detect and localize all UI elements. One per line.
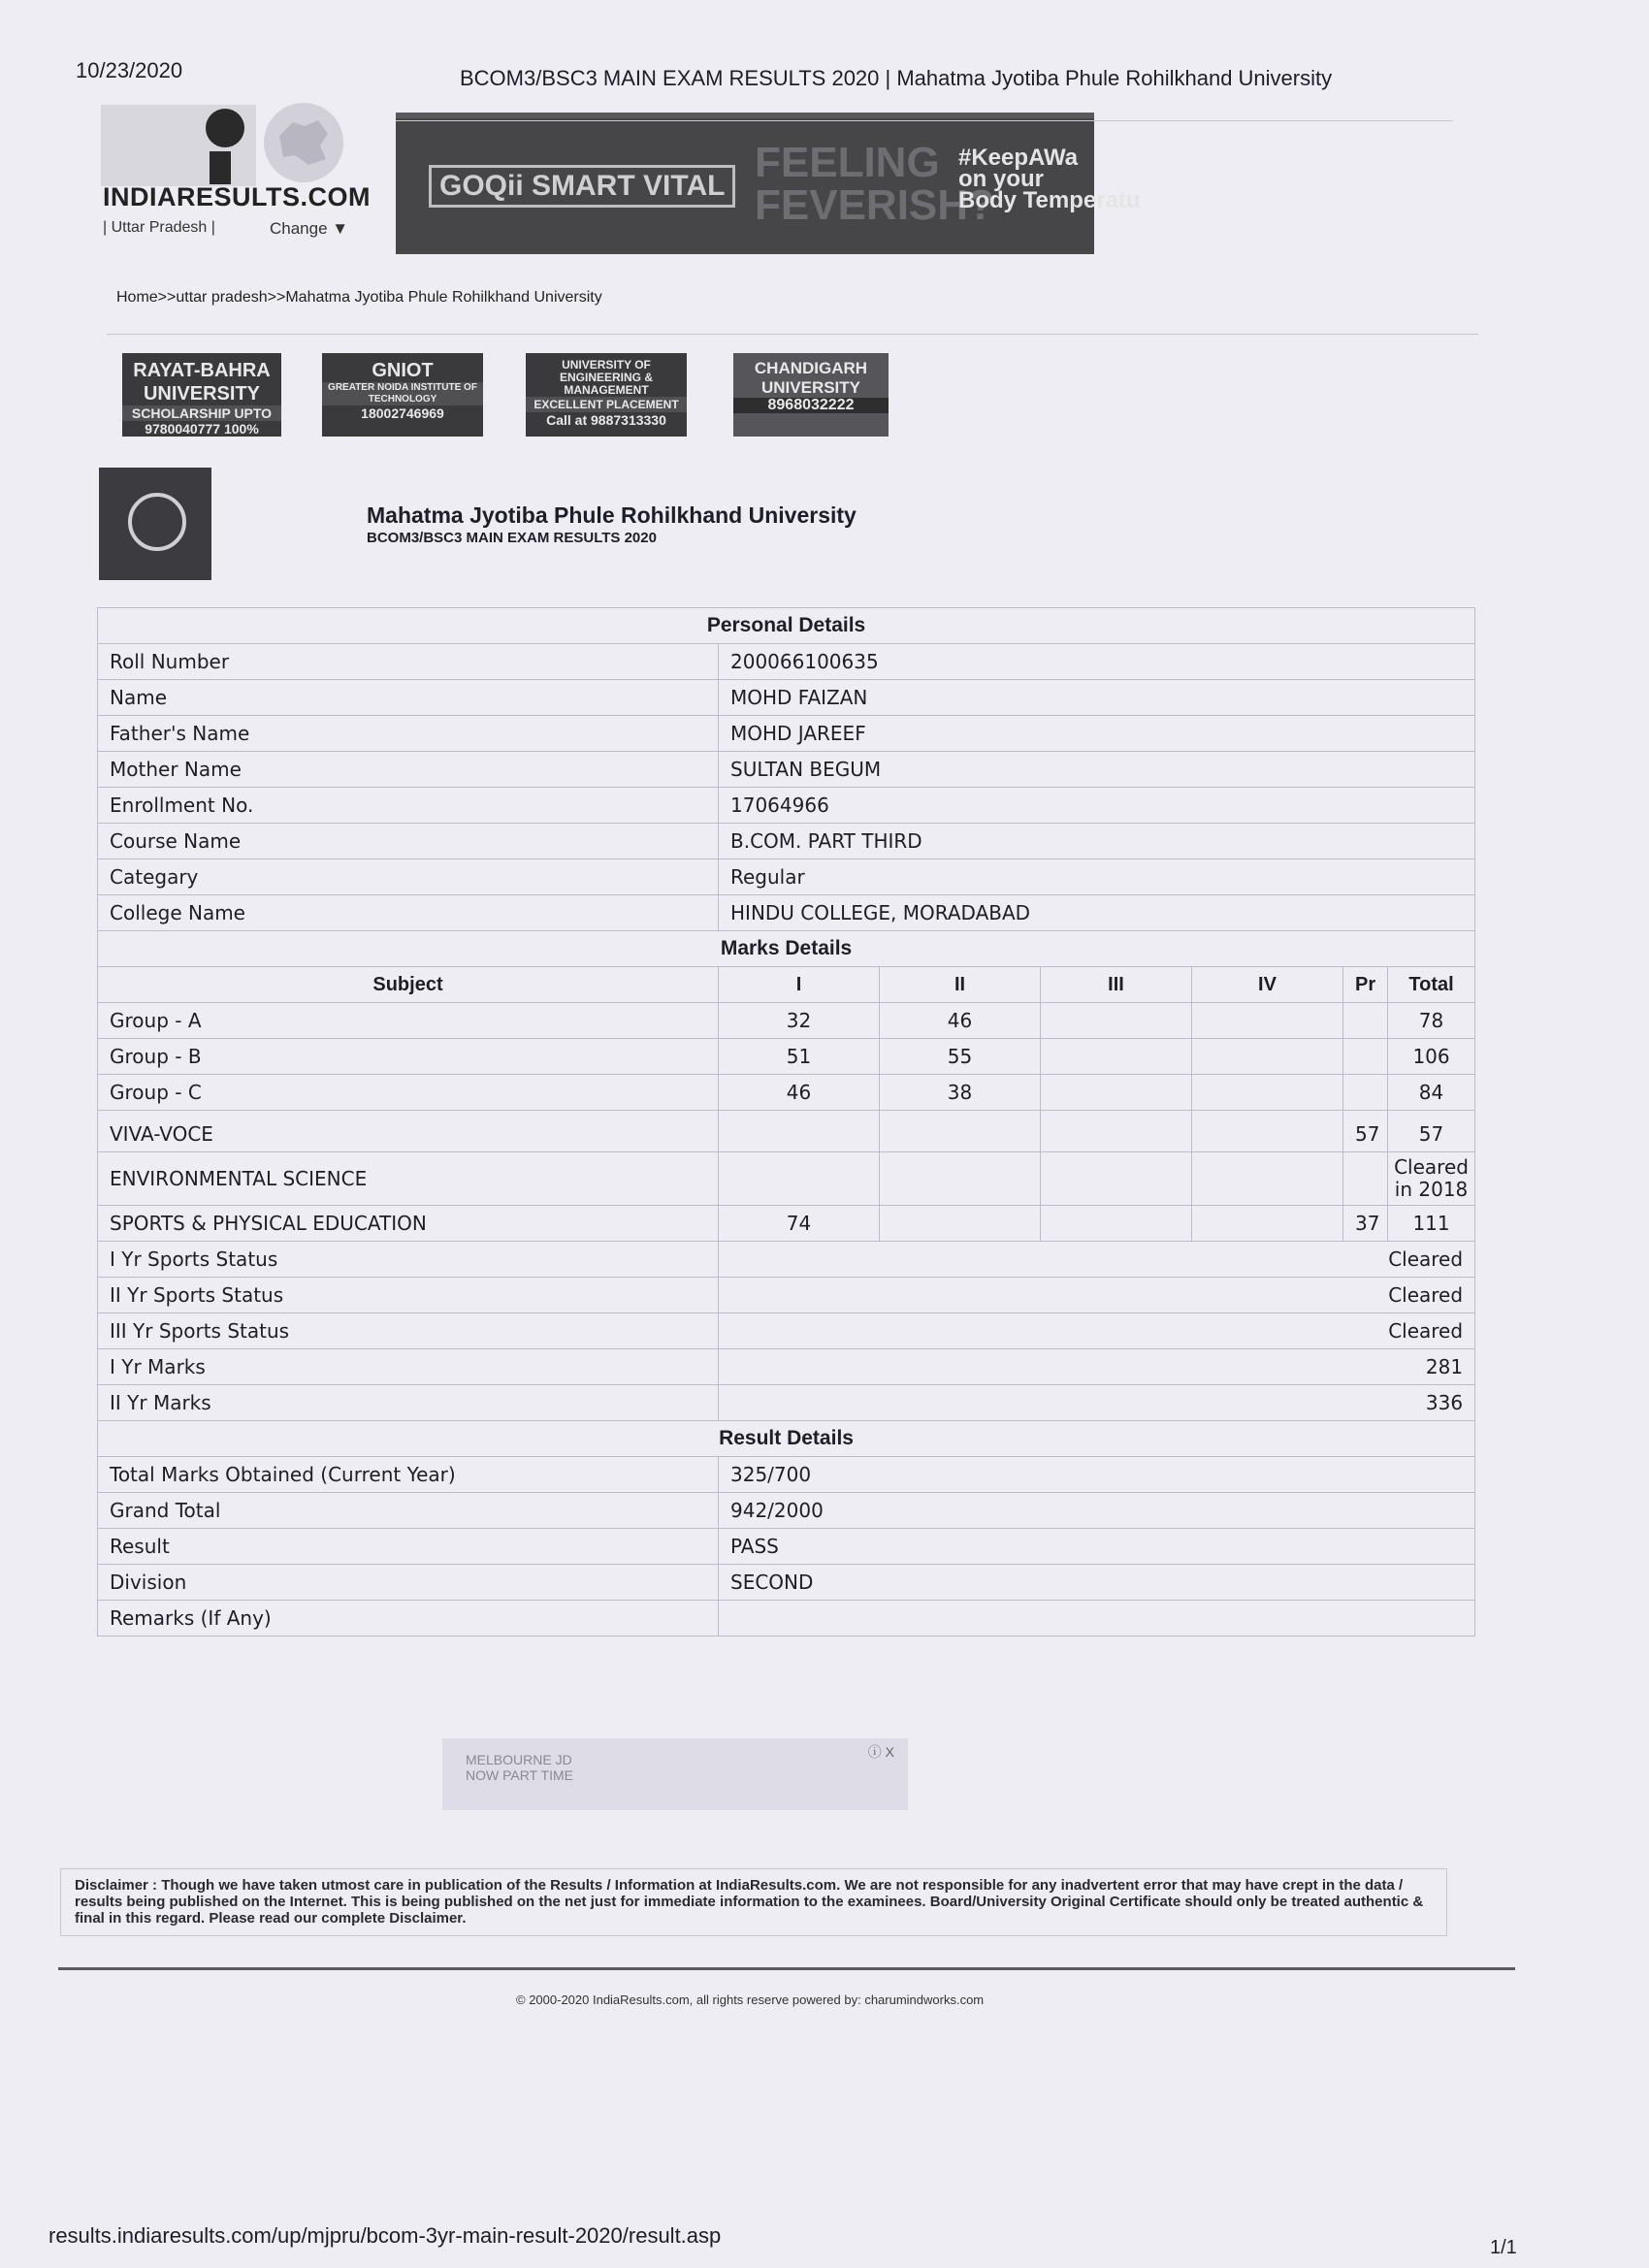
- division-value: SECOND: [719, 1565, 1475, 1601]
- mother-name-value: SULTAN BEGUM: [719, 752, 1475, 788]
- marks-details-heading-row: [98, 931, 1475, 967]
- status-label: III Yr Sports Status: [98, 1313, 719, 1349]
- print-date: 10/23/2020: [76, 58, 183, 82]
- status-value: Cleared: [719, 1278, 1475, 1313]
- marks-cell: [1192, 1075, 1343, 1111]
- result-label: Result: [98, 1529, 719, 1565]
- marks-cell: [1192, 1003, 1343, 1039]
- table-row: [98, 1529, 1475, 1565]
- marks-cell: [1343, 1152, 1388, 1206]
- print-title: BCOM3/BSC3 MAIN EXAM RESULTS 2020 | Mahatma Jyotiba Phule Rohilkhand University: [460, 66, 1333, 90]
- field-label: Name: [98, 680, 719, 716]
- sponsor-ad-rayat-bahra[interactable]: [122, 353, 281, 437]
- college-name-value: HINDU COLLEGE, MORADABAD: [719, 895, 1475, 931]
- marks-cell: 57: [1343, 1111, 1388, 1152]
- marks-cell: 51: [719, 1039, 880, 1075]
- status-value: Cleared: [719, 1313, 1475, 1349]
- table-row: [98, 1493, 1475, 1529]
- marks-header-row: [98, 967, 1475, 1003]
- field-label: Course Name: [98, 824, 719, 859]
- marks-cell: 32: [719, 1003, 880, 1039]
- field-label: College Name: [98, 895, 719, 931]
- table-row: [98, 895, 1475, 931]
- banner-feeling-text: FEELING FEVERISH?: [755, 139, 994, 229]
- sponsor-ad-uem[interactable]: [526, 353, 687, 437]
- marks-cell: [1041, 1039, 1192, 1075]
- table-row: [98, 1152, 1475, 1206]
- ad-close-icon[interactable]: ⓘ X: [867, 1744, 894, 1760]
- subject-name: Group - A: [98, 1003, 719, 1039]
- marks-cell: 38: [880, 1075, 1041, 1111]
- personal-details-heading: Personal Details: [98, 608, 1475, 644]
- status-value: 281: [719, 1349, 1475, 1385]
- breadcrumb[interactable]: Home>>uttar pradesh>>Mahatma Jyotiba Phule Rohilkhand University: [116, 289, 602, 306]
- marks-cell: [719, 1111, 880, 1152]
- column-header: Pr: [1343, 967, 1388, 1003]
- subject-name: SPORTS & PHYSICAL EDUCATION: [98, 1206, 719, 1242]
- marks-cell: [1041, 1075, 1192, 1111]
- result-label: Grand Total: [98, 1493, 719, 1529]
- subject-name: Group - B: [98, 1039, 719, 1075]
- name-value: MOHD FAIZAN: [719, 680, 1475, 716]
- marks-cell: [1343, 1039, 1388, 1075]
- marks-cell: [880, 1206, 1041, 1242]
- field-label: Father's Name: [98, 716, 719, 752]
- result-label: Total Marks Obtained (Current Year): [98, 1457, 719, 1493]
- total-cell: 57: [1388, 1111, 1475, 1152]
- exam-title: BCOM3/BSC3 MAIN EXAM RESULTS 2020: [367, 530, 657, 546]
- field-label: Roll Number: [98, 644, 719, 680]
- subject-name: ENVIRONMENTAL SCIENCE: [98, 1152, 719, 1206]
- banner-brand: GOQii SMART VITAL: [429, 165, 735, 208]
- sponsor-ad-title: GNIOT: [372, 360, 434, 381]
- change-state-link[interactable]: Change ▼: [270, 219, 349, 238]
- copyright: © 2000-2020 IndiaResults.com, all rights reserve powered by: charumindworks.com: [516, 1993, 985, 2007]
- sponsor-ad-contact: Call at 9887313330: [546, 412, 666, 428]
- personal-details-heading-row: [98, 608, 1475, 644]
- table-row: [98, 1313, 1475, 1349]
- top-banner-ad[interactable]: [396, 113, 1141, 254]
- total-cell: 78: [1388, 1003, 1475, 1039]
- marks-cell: [1041, 1003, 1192, 1039]
- status-value: Cleared: [719, 1242, 1475, 1278]
- roll-number-value: 200066100635: [719, 644, 1475, 680]
- column-header: Total: [1388, 967, 1475, 1003]
- subject-name: VIVA-VOCE: [98, 1111, 719, 1152]
- marks-cell: [1192, 1152, 1343, 1206]
- marks-cell: [719, 1152, 880, 1206]
- marks-cell: [1041, 1152, 1192, 1206]
- table-row: [98, 1111, 1475, 1152]
- marks-cell: [880, 1152, 1041, 1206]
- marks-cell: 55: [880, 1039, 1041, 1075]
- table-row: [98, 1349, 1475, 1385]
- marks-cell: [1192, 1039, 1343, 1075]
- marks-cell: [1343, 1003, 1388, 1039]
- table-row: [98, 1385, 1475, 1421]
- column-header: IV: [1192, 967, 1343, 1003]
- table-row: [98, 1003, 1475, 1039]
- disclaimer: Disclaimer : Though we have taken utmost care in publication of the Results / Information at IndiaResults.com. We are not responsible for any inadvertent error that may have crept in the data / results being published on the Internet. This is being published on the net just for immediate information to the examinees. Board/University Original Certificate should only be treated authentic & final in this regard. Please read our complete Disclaimer.: [60, 1868, 1447, 1936]
- marks-cell: 74: [719, 1206, 880, 1242]
- status-label: I Yr Marks: [98, 1349, 719, 1385]
- header-divider: [396, 120, 1453, 121]
- column-header: III: [1041, 967, 1192, 1003]
- footer-divider: [58, 1967, 1515, 1970]
- subject-name: Group - C: [98, 1075, 719, 1111]
- university-name: Mahatma Jyotiba Phule Rohilkhand University: [367, 502, 857, 528]
- sponsor-ad-subtitle: EXCELLENT PLACEMENT: [526, 397, 687, 412]
- table-row: [98, 716, 1475, 752]
- result-details-heading: Result Details: [98, 1421, 1475, 1457]
- table-row: [98, 1075, 1475, 1111]
- marks-cell: [1192, 1206, 1343, 1242]
- result-value: PASS: [719, 1529, 1475, 1565]
- table-row: [98, 1601, 1475, 1636]
- column-header: I: [719, 967, 880, 1003]
- sponsor-ad-subtitle: SCHOLARSHIP UPTO: [122, 405, 281, 421]
- remarks-value: [719, 1601, 1475, 1636]
- sponsor-ad-contact: 8968032222: [733, 398, 889, 413]
- marks-cell: [880, 1111, 1041, 1152]
- table-row: [98, 680, 1475, 716]
- logo-figure-icon: [101, 105, 256, 186]
- uttar-pradesh-map-icon: [264, 103, 343, 182]
- table-row: [98, 1039, 1475, 1075]
- total-cell: 84: [1388, 1075, 1475, 1111]
- print-page-number: 1/1: [1490, 2237, 1517, 2258]
- bottom-ad-text: MELBOURNE JD NOW PART TIME: [466, 1752, 573, 1783]
- marks-cell: [1041, 1111, 1192, 1152]
- marks-cell: 46: [880, 1003, 1041, 1039]
- bottom-ad[interactable]: [442, 1738, 908, 1810]
- table-row: [98, 1457, 1475, 1493]
- total-marks-value: 325/700: [719, 1457, 1475, 1493]
- table-row: [98, 824, 1475, 859]
- table-row: [98, 788, 1475, 824]
- status-label: I Yr Sports Status: [98, 1242, 719, 1278]
- status-label: II Yr Sports Status: [98, 1278, 719, 1313]
- banner-keep-text: #KeepAWa on your Body Temperatu: [958, 145, 1141, 213]
- result-label: Remarks (If Any): [98, 1601, 719, 1636]
- sponsor-ad-title: UNIVERSITY OF ENGINEERING & MANAGEMENT: [559, 358, 653, 397]
- course-name-value: B.COM. PART THIRD: [719, 824, 1475, 859]
- table-row: [98, 752, 1475, 788]
- result-label: Division: [98, 1565, 719, 1601]
- sponsor-ad-contact: 18002746969: [361, 405, 444, 421]
- sponsor-ad-contact: 9780040777 100%: [145, 421, 259, 437]
- field-label: Mother Name: [98, 752, 719, 788]
- enrollment-value: 17064966: [719, 788, 1475, 824]
- total-cell: 111: [1388, 1206, 1475, 1242]
- marks-cell: 46: [719, 1075, 880, 1111]
- column-header: II: [880, 967, 1041, 1003]
- sponsor-ad-subtitle: GREATER NOIDA INSTITUTE OF TECHNOLOGY: [322, 382, 483, 405]
- field-label: Categary: [98, 859, 719, 895]
- table-row: [98, 644, 1475, 680]
- table-row: [98, 1206, 1475, 1242]
- category-value: Regular: [719, 859, 1475, 895]
- total-cell: Cleared in 2018: [1388, 1152, 1475, 1206]
- field-label: Enrollment No.: [98, 788, 719, 824]
- result-details-heading-row: [98, 1421, 1475, 1457]
- table-row: [98, 859, 1475, 895]
- sponsor-ad-chandigarh[interactable]: [733, 353, 889, 437]
- column-header: Subject: [98, 967, 719, 1003]
- marks-details-heading: Marks Details: [98, 931, 1475, 967]
- university-emblem-icon: [99, 468, 211, 580]
- table-row: [98, 1278, 1475, 1313]
- grand-total-value: 942/2000: [719, 1493, 1475, 1529]
- table-row: [98, 1565, 1475, 1601]
- site-logo[interactable]: INDIARESULTS.COM: [103, 182, 371, 211]
- sponsor-ad-title: RAYAT-BAHRA UNIVERSITY: [133, 360, 271, 405]
- marks-cell: [1343, 1075, 1388, 1111]
- sponsor-ad-gniot[interactable]: [322, 353, 483, 437]
- result-table: [97, 607, 1475, 1636]
- status-value: 336: [719, 1385, 1475, 1421]
- print-url: results.indiaresults.com/up/mjpru/bcom-3yr-main-result-2020/result.asp: [48, 2223, 722, 2248]
- sponsor-ad-title: CHANDIGARH UNIVERSITY: [754, 359, 868, 397]
- breadcrumb-divider: [107, 334, 1478, 335]
- total-cell: 106: [1388, 1039, 1475, 1075]
- table-row: [98, 1242, 1475, 1278]
- status-label: II Yr Marks: [98, 1385, 719, 1421]
- marks-cell: [1192, 1111, 1343, 1152]
- selected-state: | Uttar Pradesh |: [103, 219, 215, 236]
- marks-cell: 37: [1343, 1206, 1388, 1242]
- marks-cell: [1041, 1206, 1192, 1242]
- father-name-value: MOHD JAREEF: [719, 716, 1475, 752]
